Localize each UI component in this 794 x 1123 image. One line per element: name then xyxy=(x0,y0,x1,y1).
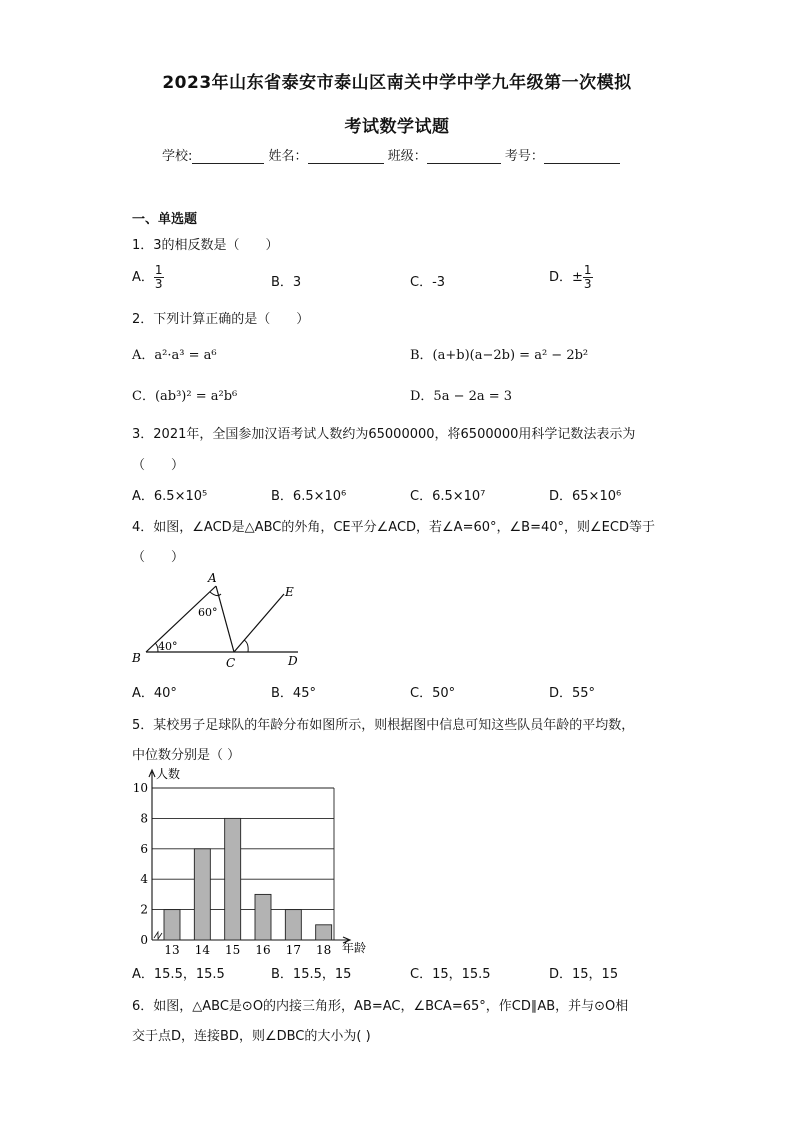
label-d: D xyxy=(288,654,298,668)
q5-option-b[interactable]: B．15.5，15 xyxy=(271,967,352,982)
school-blank[interactable] xyxy=(192,149,264,164)
student-info-line xyxy=(162,145,620,164)
x-tick-label: 18 xyxy=(316,943,332,956)
q2-stem: 2．下列计算正确的是（ ） xyxy=(132,312,310,327)
q2-option-d[interactable]: D．5a − 2a = 3 xyxy=(410,389,513,404)
q1-option-b[interactable]: B．3 xyxy=(271,275,302,290)
q1-option-d[interactable]: D．± $\frac{1}{3}$ xyxy=(549,263,592,291)
q6-stem-line2: 交于点D，连接BD，则∠DBC的大小为( ) xyxy=(132,1029,371,1044)
section-heading: 一、单选题 xyxy=(132,212,198,227)
q3-paren: （ ） xyxy=(132,458,185,473)
x-tick-label: 13 xyxy=(164,943,180,956)
y-tick-label: 10 xyxy=(132,781,148,795)
bar-age-18 xyxy=(316,925,332,940)
x-tick-label: 15 xyxy=(225,943,241,956)
y-tick-label: 8 xyxy=(140,811,148,826)
q1-a-fraction: $\frac{1}{3}$ xyxy=(154,263,163,291)
class-label: 班级： xyxy=(387,149,427,164)
q5-option-c[interactable]: C．15，15.5 xyxy=(410,967,491,982)
label-c: C xyxy=(226,656,236,670)
exam-title-line2: 考试数学试题 xyxy=(344,117,450,137)
x-tick-label: 17 xyxy=(285,943,301,956)
axis-break-mark xyxy=(154,932,162,939)
q1-option-a[interactable]: A． $\frac{1}{3}$ xyxy=(132,263,163,291)
q5-age-bar-chart xyxy=(128,764,378,956)
q4-option-a[interactable]: A．40° xyxy=(132,686,177,701)
q5-stem-line1: 5．某校男子足球队的年龄分布如图所示，则根据图中信息可知这些队员年龄的平均数， xyxy=(132,718,635,733)
q2-option-c[interactable]: C．(ab³)² = a²b⁶ xyxy=(132,389,238,404)
q5-option-d[interactable]: D．15，15 xyxy=(549,967,619,982)
y-tick-label: 6 xyxy=(140,841,148,856)
bar-age-15 xyxy=(225,818,241,940)
angle-b-label: 40° xyxy=(158,640,178,653)
chart-xlabel: 年龄 xyxy=(342,941,367,955)
q1-d-fraction: $\frac{1}{3}$ xyxy=(583,263,592,291)
q4-option-d[interactable]: D．55° xyxy=(549,686,596,701)
chart-ylabel: 人数 xyxy=(156,767,181,781)
angle-a-label: 60° xyxy=(198,606,218,619)
y-tick-label: 0 xyxy=(140,933,148,947)
bar-age-16 xyxy=(255,894,271,940)
y-tick-label: 4 xyxy=(140,872,148,887)
id-blank[interactable] xyxy=(544,149,620,164)
q4-triangle-figure xyxy=(128,572,318,672)
exam-title-line1: 2023年山东省泰安市泰山区南关中学中学九年级第一次模拟 xyxy=(162,73,632,93)
name-label: 姓名： xyxy=(268,149,308,164)
angle-ecd-arc xyxy=(244,640,248,652)
q2-option-b[interactable]: B．(a+b)(a−2b) = a² − 2b² xyxy=(410,348,589,363)
q4-option-b[interactable]: B．45° xyxy=(271,686,316,701)
angle-a-arc xyxy=(210,592,221,596)
q2-option-a[interactable]: A．a²·a³ = a⁶ xyxy=(132,348,217,363)
q1-option-c[interactable]: C．-3 xyxy=(410,275,446,290)
q1-stem: 1．3的相反数是（ ） xyxy=(132,238,279,253)
q3-stem: 3．2021年，全国参加汉语考试人数约为65000000，将6500000用科学记数法表示为 xyxy=(132,427,636,442)
q4-paren: （ ） xyxy=(132,550,185,565)
school-label: 学校: xyxy=(162,149,193,164)
q4-stem: 4．如图，∠ACD是△ABC的外角，CE平分∠ACD，若∠A=60°，∠B=40°，则∠ECD等于 xyxy=(132,520,655,535)
q6-stem-line1: 6．如图，△ABC是⊙O的内接三角形，AB=AC，∠BCA=65°，作CD∥AB，并与⊙O相 xyxy=(132,999,629,1014)
label-b: B xyxy=(132,651,141,665)
q3-option-c[interactable]: C．6.5×10⁷ xyxy=(410,489,486,504)
x-tick-label: 16 xyxy=(255,943,271,956)
bar-age-14 xyxy=(194,849,210,940)
q3-option-b[interactable]: B．6.5×10⁶ xyxy=(271,489,347,504)
bar-age-13 xyxy=(164,910,180,940)
line-ba xyxy=(146,586,216,652)
y-tick-label: 2 xyxy=(140,902,148,917)
x-tick-label: 14 xyxy=(194,943,210,956)
q5-stem-line2: 中位数分别是（ ） xyxy=(132,748,241,763)
line-ce xyxy=(234,594,284,652)
bar-age-17 xyxy=(285,910,301,940)
label-e: E xyxy=(285,585,294,599)
name-blank[interactable] xyxy=(308,149,384,164)
id-label: 考号： xyxy=(504,149,544,164)
label-a: A xyxy=(208,572,217,585)
q3-option-d[interactable]: D．65×10⁶ xyxy=(549,489,622,504)
q5-option-a[interactable]: A．15.5，15.5 xyxy=(132,967,225,982)
q4-option-c[interactable]: C．50° xyxy=(410,686,456,701)
q3-option-a[interactable]: A．6.5×10⁵ xyxy=(132,489,208,504)
class-blank[interactable] xyxy=(427,149,501,164)
